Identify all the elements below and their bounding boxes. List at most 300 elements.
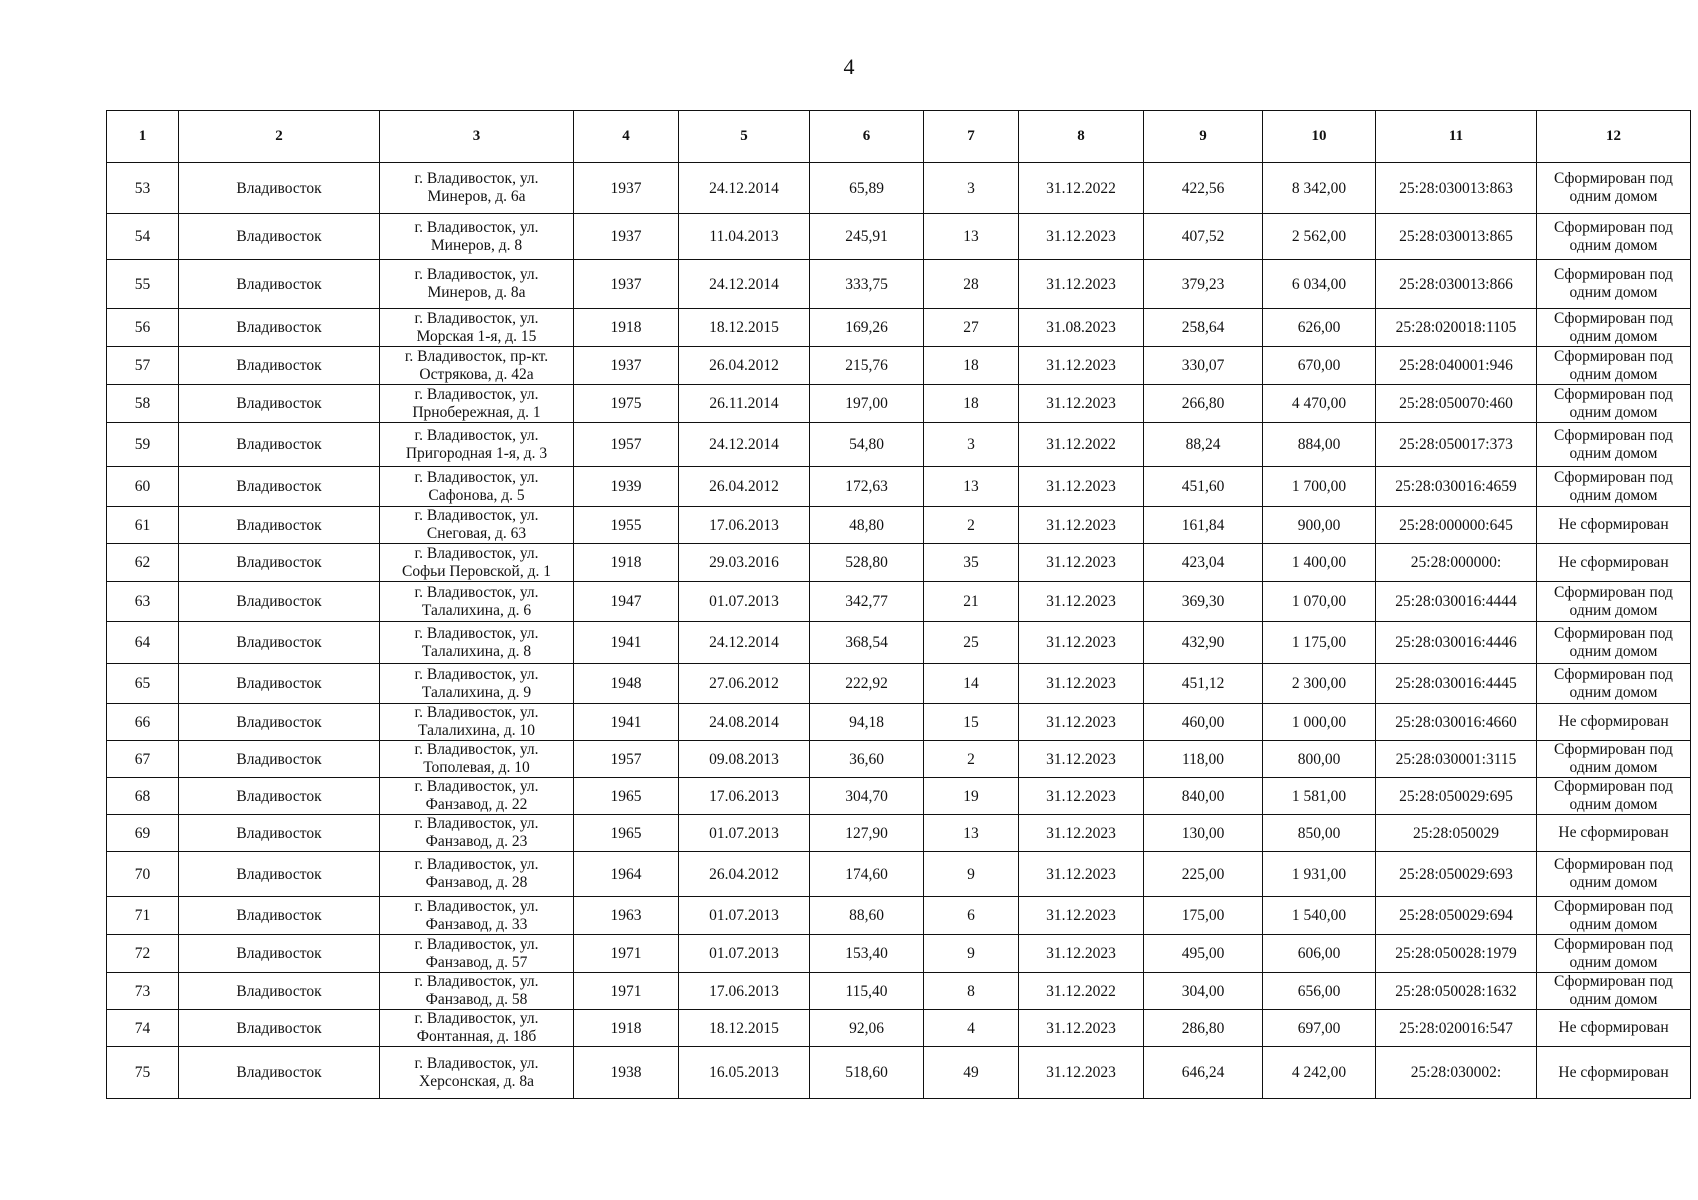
cell-count: 2 bbox=[924, 741, 1019, 778]
cell-land-status bbox=[1537, 385, 1691, 423]
column-header: 6 bbox=[810, 111, 924, 163]
cell-city: Владивосток bbox=[179, 507, 380, 544]
cell-row-number: 67 bbox=[107, 741, 179, 778]
cell-land-status-line: Сформирован под bbox=[1554, 347, 1673, 365]
cell-deadline: 31.12.2023 bbox=[1019, 544, 1144, 582]
cell-year: 1957 bbox=[574, 741, 679, 778]
cell-area: 222,92 bbox=[810, 664, 924, 704]
cell-area: 48,80 bbox=[810, 507, 924, 544]
cell-value-10: 6 034,00 bbox=[1263, 260, 1376, 309]
cell-area: 172,63 bbox=[810, 467, 924, 507]
cell-area: 197,00 bbox=[810, 385, 924, 423]
cell-count: 13 bbox=[924, 815, 1019, 852]
cell-value-9: 451,60 bbox=[1144, 467, 1263, 507]
table-row bbox=[107, 260, 1691, 309]
cell-address bbox=[380, 582, 574, 622]
cell-cadastral-number: 25:28:030016:4444 bbox=[1376, 582, 1537, 622]
cell-area: 127,90 bbox=[810, 815, 924, 852]
cell-deadline: 31.12.2023 bbox=[1019, 778, 1144, 815]
cell-value-10: 4 470,00 bbox=[1263, 385, 1376, 423]
cell-address-line: г. Владивосток, ул. bbox=[414, 309, 539, 327]
cell-land-status-line: Сформирован под bbox=[1554, 741, 1673, 758]
cell-address-line: Морская 1-я, д. 15 bbox=[416, 327, 537, 345]
cell-row-number: 64 bbox=[107, 622, 179, 664]
cell-cadastral-number: 25:28:040001:946 bbox=[1376, 347, 1537, 385]
cell-year: 1938 bbox=[574, 1047, 679, 1099]
cell-area: 215,76 bbox=[810, 347, 924, 385]
cell-deadline: 31.12.2023 bbox=[1019, 897, 1144, 935]
cell-date: 26.11.2014 bbox=[679, 385, 810, 423]
cell-area: 169,26 bbox=[810, 309, 924, 347]
cell-date: 26.04.2012 bbox=[679, 467, 810, 507]
cell-row-number: 62 bbox=[107, 544, 179, 582]
column-header: 9 bbox=[1144, 111, 1263, 163]
cell-year: 1948 bbox=[574, 664, 679, 704]
cell-address bbox=[380, 622, 574, 664]
cell-row-number: 57 bbox=[107, 347, 179, 385]
cell-value-10: 2 300,00 bbox=[1263, 664, 1376, 704]
cell-cadastral-number: 25:28:030013:866 bbox=[1376, 260, 1537, 309]
cell-land-status bbox=[1537, 815, 1691, 852]
cell-address-line: г. Владивосток, ул. bbox=[414, 544, 539, 562]
cell-land-status-line: Сформирован под bbox=[1554, 778, 1673, 795]
cell-area: 245,91 bbox=[810, 214, 924, 260]
cell-address-line: г. Владивосток, ул. bbox=[414, 266, 539, 283]
cell-land-status-line: одним домом bbox=[1569, 486, 1658, 504]
cell-address bbox=[380, 1047, 574, 1099]
cell-land-status bbox=[1537, 935, 1691, 973]
cell-deadline: 31.12.2023 bbox=[1019, 385, 1144, 423]
cell-land-status-line: одним домом bbox=[1569, 601, 1658, 619]
cell-address-line: Херсонская, д. 8а bbox=[419, 1072, 534, 1090]
cell-address bbox=[380, 260, 574, 309]
table-row bbox=[107, 1010, 1691, 1047]
table-body bbox=[107, 163, 1691, 1099]
cell-row-number: 61 bbox=[107, 507, 179, 544]
cell-deadline: 31.12.2023 bbox=[1019, 622, 1144, 664]
cell-value-10: 1 540,00 bbox=[1263, 897, 1376, 935]
cell-date: 24.12.2014 bbox=[679, 622, 810, 664]
cell-city: Владивосток bbox=[179, 1010, 380, 1047]
cell-date: 18.12.2015 bbox=[679, 1010, 810, 1047]
cell-cadastral-number: 25:28:050028:1979 bbox=[1376, 935, 1537, 973]
cell-value-10: 2 562,00 bbox=[1263, 214, 1376, 260]
cell-land-status-line: одним домом bbox=[1569, 284, 1658, 301]
table-row bbox=[107, 1047, 1691, 1099]
cell-land-status bbox=[1537, 309, 1691, 347]
cell-row-number: 68 bbox=[107, 778, 179, 815]
table-row bbox=[107, 544, 1691, 582]
table-row bbox=[107, 897, 1691, 935]
cell-count: 3 bbox=[924, 423, 1019, 467]
cell-deadline: 31.12.2023 bbox=[1019, 347, 1144, 385]
cell-deadline: 31.12.2022 bbox=[1019, 973, 1144, 1010]
cell-value-9: 161,84 bbox=[1144, 507, 1263, 544]
cell-address-line: г. Владивосток, ул. bbox=[414, 778, 539, 795]
cell-address-line: г. Владивосток, ул. bbox=[414, 856, 539, 873]
cell-land-status bbox=[1537, 260, 1691, 309]
cell-address-line: г. Владивосток, ул. bbox=[414, 507, 539, 524]
cell-address-line: Фанзавод, д. 33 bbox=[425, 915, 528, 933]
cell-count: 9 bbox=[924, 935, 1019, 973]
table-row bbox=[107, 423, 1691, 467]
cell-address-line: г. Владивосток, ул. bbox=[414, 1054, 539, 1072]
cell-land-status bbox=[1537, 897, 1691, 935]
cell-date: 09.08.2013 bbox=[679, 741, 810, 778]
cell-address bbox=[380, 778, 574, 815]
table-row bbox=[107, 347, 1691, 385]
cell-area: 368,54 bbox=[810, 622, 924, 664]
cell-date: 01.07.2013 bbox=[679, 582, 810, 622]
cell-address bbox=[380, 935, 574, 973]
cell-address bbox=[380, 1010, 574, 1047]
cell-land-status-line: одним домом bbox=[1569, 796, 1658, 813]
cell-deadline: 31.12.2023 bbox=[1019, 704, 1144, 741]
page-number: 4 bbox=[843, 54, 855, 79]
cell-address bbox=[380, 214, 574, 260]
cell-year: 1975 bbox=[574, 385, 679, 423]
cell-land-status bbox=[1537, 741, 1691, 778]
cell-count: 2 bbox=[924, 507, 1019, 544]
cell-address bbox=[380, 664, 574, 704]
cell-year: 1937 bbox=[574, 163, 679, 214]
column-header: 11 bbox=[1376, 111, 1537, 163]
cell-land-status bbox=[1537, 1047, 1691, 1099]
cell-date: 29.03.2016 bbox=[679, 544, 810, 582]
cell-address bbox=[380, 852, 574, 897]
table-row bbox=[107, 778, 1691, 815]
cell-land-status-line: Сформирован под bbox=[1554, 309, 1673, 327]
cell-count: 3 bbox=[924, 163, 1019, 214]
cell-count: 28 bbox=[924, 260, 1019, 309]
cell-address-line: Талалихина, д. 10 bbox=[418, 722, 535, 739]
cell-land-status-line: Сформирован под bbox=[1554, 218, 1673, 236]
cell-deadline: 31.12.2023 bbox=[1019, 214, 1144, 260]
cell-value-10: 697,00 bbox=[1263, 1010, 1376, 1047]
cell-address-line: Минеров, д. 6а bbox=[427, 188, 526, 205]
housing-registry-table bbox=[106, 110, 1691, 1099]
cell-land-status-line: одним домом bbox=[1569, 188, 1658, 205]
cell-address-line: г. Владивосток, ул. bbox=[414, 468, 539, 486]
cell-address-line: Талалихина, д. 6 bbox=[421, 601, 532, 619]
cell-land-status bbox=[1537, 704, 1691, 741]
cell-value-10: 900,00 bbox=[1263, 507, 1376, 544]
cell-count: 18 bbox=[924, 385, 1019, 423]
cell-city: Владивосток bbox=[179, 704, 380, 741]
cell-land-status-line: одним домом bbox=[1569, 444, 1658, 462]
cell-city: Владивосток bbox=[179, 260, 380, 309]
cell-deadline: 31.08.2023 bbox=[1019, 309, 1144, 347]
cell-address bbox=[380, 507, 574, 544]
cell-value-9: 225,00 bbox=[1144, 852, 1263, 897]
cell-year: 1918 bbox=[574, 544, 679, 582]
cell-value-10: 670,00 bbox=[1263, 347, 1376, 385]
cell-year: 1937 bbox=[574, 214, 679, 260]
cell-address bbox=[380, 163, 574, 214]
cell-date: 17.06.2013 bbox=[679, 778, 810, 815]
cell-land-status bbox=[1537, 467, 1691, 507]
cell-land-status bbox=[1537, 664, 1691, 704]
cell-value-9: 407,52 bbox=[1144, 214, 1263, 260]
cell-row-number: 55 bbox=[107, 260, 179, 309]
cell-address-line: г. Владивосток, ул. bbox=[414, 973, 539, 990]
cell-land-status bbox=[1537, 423, 1691, 467]
header-row bbox=[107, 111, 1691, 163]
cell-address-line: Фанзавод, д. 57 bbox=[425, 953, 528, 971]
cell-cadastral-number: 25:28:050028:1632 bbox=[1376, 973, 1537, 1010]
cell-land-status-line: Сформирован под bbox=[1554, 624, 1673, 642]
cell-cadastral-number: 25:28:030001:3115 bbox=[1376, 741, 1537, 778]
cell-address-line: Фанзавод, д. 58 bbox=[425, 991, 528, 1008]
column-header: 10 bbox=[1263, 111, 1376, 163]
cell-date: 24.08.2014 bbox=[679, 704, 810, 741]
cell-year: 1937 bbox=[574, 347, 679, 385]
cell-address-line: г. Владивосток, ул. bbox=[414, 741, 539, 758]
cell-cadastral-number: 25:28:050029 bbox=[1376, 815, 1537, 852]
cell-count: 25 bbox=[924, 622, 1019, 664]
cell-address-line: Фонтанная, д. 18б bbox=[416, 1028, 537, 1045]
cell-address-line: Талалихина, д. 8 bbox=[421, 642, 532, 660]
cell-row-number: 58 bbox=[107, 385, 179, 423]
cell-city: Владивосток bbox=[179, 897, 380, 935]
cell-value-10: 606,00 bbox=[1263, 935, 1376, 973]
cell-address-line: г. Владивосток, ул. bbox=[414, 385, 539, 403]
cell-land-status bbox=[1537, 544, 1691, 582]
cell-value-10: 4 242,00 bbox=[1263, 1047, 1376, 1099]
cell-year: 1955 bbox=[574, 507, 679, 544]
cell-year: 1964 bbox=[574, 852, 679, 897]
cell-land-status-line: одним домом bbox=[1569, 327, 1658, 345]
cell-city: Владивосток bbox=[179, 852, 380, 897]
cell-land-status bbox=[1537, 622, 1691, 664]
cell-value-9: 379,23 bbox=[1144, 260, 1263, 309]
cell-address-line: г. Владивосток, ул. bbox=[414, 218, 539, 236]
cell-row-number: 69 bbox=[107, 815, 179, 852]
cell-land-status-line: Сформирован под bbox=[1554, 266, 1673, 283]
cell-city: Владивосток bbox=[179, 741, 380, 778]
cell-value-10: 1 070,00 bbox=[1263, 582, 1376, 622]
cell-address bbox=[380, 815, 574, 852]
cell-year: 1947 bbox=[574, 582, 679, 622]
cell-city: Владивосток bbox=[179, 664, 380, 704]
cell-address-line: г. Владивосток, ул. bbox=[414, 815, 539, 832]
cell-value-9: 495,00 bbox=[1144, 935, 1263, 973]
cell-city: Владивосток bbox=[179, 309, 380, 347]
cell-value-9: 330,07 bbox=[1144, 347, 1263, 385]
cell-land-status-line: Сформирован под bbox=[1554, 856, 1673, 873]
cell-value-9: 175,00 bbox=[1144, 897, 1263, 935]
table-row bbox=[107, 852, 1691, 897]
cell-value-10: 626,00 bbox=[1263, 309, 1376, 347]
cell-address-line: г. Владивосток, ул. bbox=[414, 583, 539, 601]
cell-value-10: 850,00 bbox=[1263, 815, 1376, 852]
cell-value-9: 423,04 bbox=[1144, 544, 1263, 582]
cell-cadastral-number: 25:28:030016:4445 bbox=[1376, 664, 1537, 704]
cell-row-number: 74 bbox=[107, 1010, 179, 1047]
cell-value-9: 130,00 bbox=[1144, 815, 1263, 852]
cell-row-number: 72 bbox=[107, 935, 179, 973]
cell-year: 1971 bbox=[574, 973, 679, 1010]
cell-date: 26.04.2012 bbox=[679, 347, 810, 385]
cell-value-9: 369,30 bbox=[1144, 582, 1263, 622]
cell-deadline: 31.12.2023 bbox=[1019, 1047, 1144, 1099]
cell-city: Владивосток bbox=[179, 544, 380, 582]
cell-year: 1918 bbox=[574, 1010, 679, 1047]
cell-row-number: 75 bbox=[107, 1047, 179, 1099]
cell-cadastral-number: 25:28:050017:373 bbox=[1376, 423, 1537, 467]
cell-year: 1937 bbox=[574, 260, 679, 309]
cell-cadastral-number: 25:28:030002: bbox=[1376, 1047, 1537, 1099]
cell-land-status-line: Не сформирован bbox=[1558, 1019, 1669, 1036]
cell-address bbox=[380, 973, 574, 1010]
cell-land-status-line: Не сформирован bbox=[1558, 553, 1669, 571]
cell-cadastral-number: 25:28:000000:645 bbox=[1376, 507, 1537, 544]
table-row bbox=[107, 163, 1691, 214]
cell-address bbox=[380, 704, 574, 741]
cell-address-line: Сафонова, д. 5 bbox=[428, 486, 525, 504]
cell-deadline: 31.12.2023 bbox=[1019, 815, 1144, 852]
cell-area: 94,18 bbox=[810, 704, 924, 741]
cell-row-number: 59 bbox=[107, 423, 179, 467]
cell-address-line: Острякова, д. 42а bbox=[419, 365, 534, 383]
cell-city: Владивосток bbox=[179, 214, 380, 260]
cell-value-9: 258,64 bbox=[1144, 309, 1263, 347]
cell-land-status-line: Сформирован под bbox=[1554, 665, 1673, 683]
cell-land-status-line: одним домом bbox=[1569, 236, 1658, 254]
cell-address-line: Прнобережная, д. 1 bbox=[412, 403, 541, 421]
cell-land-status-line: одним домом bbox=[1569, 759, 1658, 776]
table-row bbox=[107, 622, 1691, 664]
cell-area: 115,40 bbox=[810, 973, 924, 1010]
cell-value-10: 800,00 bbox=[1263, 741, 1376, 778]
cell-year: 1965 bbox=[574, 778, 679, 815]
cell-value-9: 646,24 bbox=[1144, 1047, 1263, 1099]
cell-date: 17.06.2013 bbox=[679, 973, 810, 1010]
cell-cadastral-number: 25:28:020016:547 bbox=[1376, 1010, 1537, 1047]
cell-count: 21 bbox=[924, 582, 1019, 622]
cell-land-status-line: одним домом bbox=[1569, 991, 1658, 1008]
cell-row-number: 60 bbox=[107, 467, 179, 507]
cell-land-status-line: Не сформирован bbox=[1558, 516, 1669, 533]
cell-year: 1963 bbox=[574, 897, 679, 935]
cell-cadastral-number: 25:28:030016:4659 bbox=[1376, 467, 1537, 507]
cell-address bbox=[380, 347, 574, 385]
cell-value-10: 1 700,00 bbox=[1263, 467, 1376, 507]
cell-cadastral-number: 25:28:000000: bbox=[1376, 544, 1537, 582]
cell-date: 16.05.2013 bbox=[679, 1047, 810, 1099]
cell-value-9: 422,56 bbox=[1144, 163, 1263, 214]
cell-date: 01.07.2013 bbox=[679, 935, 810, 973]
cell-city: Владивосток bbox=[179, 582, 380, 622]
cell-year: 1941 bbox=[574, 622, 679, 664]
cell-date: 01.07.2013 bbox=[679, 815, 810, 852]
table-row bbox=[107, 815, 1691, 852]
cell-area: 518,60 bbox=[810, 1047, 924, 1099]
cell-cadastral-number: 25:28:030013:863 bbox=[1376, 163, 1537, 214]
cell-address-line: г. Владивосток, ул. bbox=[414, 426, 539, 444]
cell-deadline: 31.12.2022 bbox=[1019, 163, 1144, 214]
cell-city: Владивосток bbox=[179, 935, 380, 973]
cell-date: 11.04.2013 bbox=[679, 214, 810, 260]
cell-count: 6 bbox=[924, 897, 1019, 935]
cell-city: Владивосток bbox=[179, 423, 380, 467]
cell-value-9: 460,00 bbox=[1144, 704, 1263, 741]
cell-cadastral-number: 25:28:050070:460 bbox=[1376, 385, 1537, 423]
cell-count: 4 bbox=[924, 1010, 1019, 1047]
cell-city: Владивосток bbox=[179, 385, 380, 423]
cell-row-number: 71 bbox=[107, 897, 179, 935]
cell-date: 24.12.2014 bbox=[679, 260, 810, 309]
cell-land-status-line: Сформирован под bbox=[1554, 468, 1673, 486]
cell-address-line: Фанзавод, д. 23 bbox=[425, 833, 528, 850]
cell-city: Владивосток bbox=[179, 815, 380, 852]
column-header: 7 bbox=[924, 111, 1019, 163]
table-row bbox=[107, 385, 1691, 423]
cell-land-status bbox=[1537, 973, 1691, 1010]
cell-deadline: 31.12.2023 bbox=[1019, 664, 1144, 704]
cell-value-10: 1 400,00 bbox=[1263, 544, 1376, 582]
cell-address-line: г. Владивосток, ул. bbox=[414, 170, 539, 187]
cell-row-number: 73 bbox=[107, 973, 179, 1010]
cell-value-10: 884,00 bbox=[1263, 423, 1376, 467]
cell-count: 8 bbox=[924, 973, 1019, 1010]
cell-date: 27.06.2012 bbox=[679, 664, 810, 704]
cell-land-status-line: Сформирован под bbox=[1554, 973, 1673, 990]
cell-date: 24.12.2014 bbox=[679, 163, 810, 214]
cell-cadastral-number: 25:28:050029:694 bbox=[1376, 897, 1537, 935]
cell-area: 342,77 bbox=[810, 582, 924, 622]
column-header: 4 bbox=[574, 111, 679, 163]
cell-land-status-line: одним домом bbox=[1569, 874, 1658, 891]
cell-deadline: 31.12.2023 bbox=[1019, 582, 1144, 622]
cell-area: 65,89 bbox=[810, 163, 924, 214]
cell-address bbox=[380, 309, 574, 347]
cell-value-9: 432,90 bbox=[1144, 622, 1263, 664]
cell-city: Владивосток bbox=[179, 778, 380, 815]
column-header: 3 bbox=[380, 111, 574, 163]
cell-address-line: г. Владивосток, пр-кт. bbox=[404, 347, 549, 365]
cell-land-status-line: Сформирован под bbox=[1554, 385, 1673, 403]
cell-land-status-line: одним домом bbox=[1569, 683, 1658, 701]
table-row bbox=[107, 582, 1691, 622]
cell-date: 18.12.2015 bbox=[679, 309, 810, 347]
cell-cadastral-number: 25:28:050029:695 bbox=[1376, 778, 1537, 815]
cell-address bbox=[380, 897, 574, 935]
cell-address-line: Талалихина, д. 9 bbox=[421, 683, 532, 701]
cell-deadline: 31.12.2023 bbox=[1019, 1010, 1144, 1047]
column-header: 5 bbox=[679, 111, 810, 163]
cell-land-status bbox=[1537, 347, 1691, 385]
cell-deadline: 31.12.2023 bbox=[1019, 260, 1144, 309]
cell-land-status-line: одним домом bbox=[1569, 642, 1658, 660]
table-row bbox=[107, 467, 1691, 507]
cell-count: 27 bbox=[924, 309, 1019, 347]
cell-date: 26.04.2012 bbox=[679, 852, 810, 897]
cell-area: 153,40 bbox=[810, 935, 924, 973]
cell-value-10: 1 000,00 bbox=[1263, 704, 1376, 741]
cell-land-status bbox=[1537, 163, 1691, 214]
cell-city: Владивосток bbox=[179, 347, 380, 385]
column-header: 12 bbox=[1537, 111, 1691, 163]
cell-year: 1957 bbox=[574, 423, 679, 467]
cell-value-10: 656,00 bbox=[1263, 973, 1376, 1010]
table-row bbox=[107, 664, 1691, 704]
cell-year: 1965 bbox=[574, 815, 679, 852]
cell-area: 333,75 bbox=[810, 260, 924, 309]
cell-address-line: г. Владивосток, ул. bbox=[414, 1010, 539, 1027]
table-row bbox=[107, 935, 1691, 973]
cell-value-9: 840,00 bbox=[1144, 778, 1263, 815]
